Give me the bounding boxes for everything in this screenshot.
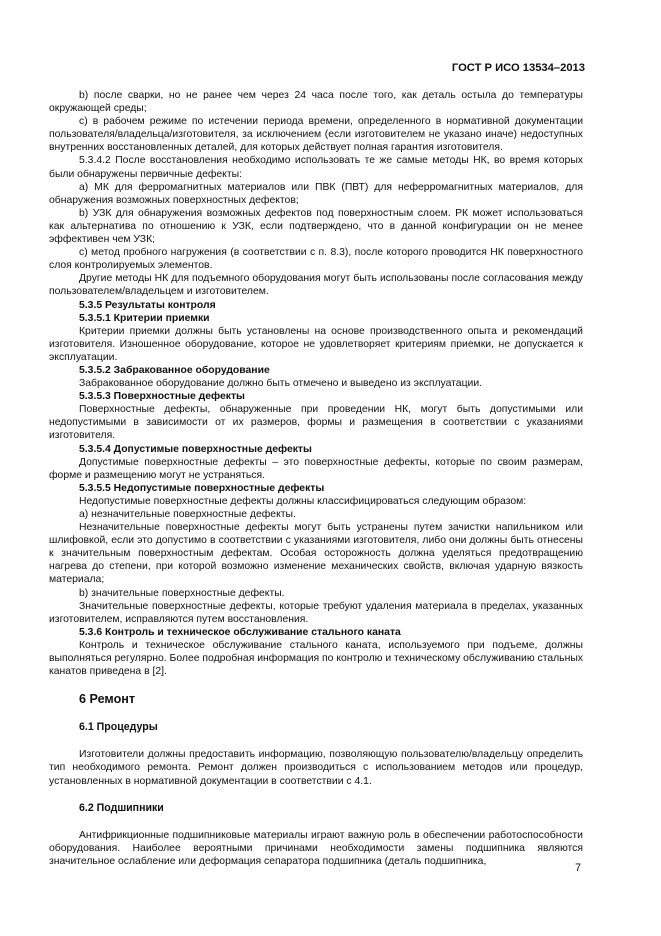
paragraph: Изготовители должны предоставить информацию, позволяющую пользователю/владельцу определить тип необходимого ремонта. Ремонт должен производиться с использованием методов или процедур, установленных в нормативной документации в соответствии с 4.1. bbox=[49, 749, 583, 787]
document-body bbox=[49, 89, 583, 868]
section-heading: 5.3.5.3 Поверхностные дефекты bbox=[79, 391, 245, 403]
paragraph: Антифрикционные подшипниковые материалы играют важную роль в обеспечении работоспособности оборудования. Наиболее вероятными причинами необходимости замены подшипника являются значительное ослабление или деформация сепаратора подшипника (деталь подшипника, bbox=[49, 829, 583, 867]
paragraph: Критерии приемки должны быть установлены на основе производственного опыта и рекомендаций изготовителя. Изношенное оборудование, которое не удовлетворяет критериям приемки, не допускается к эксплуатации. bbox=[49, 325, 583, 363]
section-heading: 5.3.5.2 Забракованное оборудование bbox=[79, 364, 270, 376]
section-heading: 6.2 Подшипники bbox=[79, 801, 164, 814]
page-number: 7 bbox=[575, 862, 581, 874]
paragraph: Допустимые поверхностные дефекты – это поверхностные дефекты, которые по своим размерам, форме и размещению могут не устраняться. bbox=[49, 456, 583, 481]
section-heading: 5.3.5.4 Допустимые поверхностные дефекты bbox=[79, 443, 312, 455]
paragraph: Значительные поверхностные дефекты, которые требуют удаления материала в пределах, указанных изготовителем, исправляются путем восстановления. bbox=[49, 600, 583, 625]
list-item: a) незначительные поверхностные дефекты. bbox=[79, 509, 296, 520]
paragraph: Контроль и техническое обслуживание стального каната, используемого при подъеме, должны выполняться регулярно. Более подробная информация по контролю и техническому обслуживанию стальных канатов приведена в [2]. bbox=[49, 639, 583, 678]
section-heading: 5.3.5.1 Критерии приемки bbox=[79, 312, 210, 324]
paragraph: Недопустимые поверхностные дефекты должны классифицироваться следующим образом: bbox=[79, 495, 527, 507]
section-heading: 5.3.5.5 Недопустимые поверхностные дефекты bbox=[79, 482, 325, 494]
paragraph: Забракованное оборудование должно быть отмечено и выведено из эксплуатации. bbox=[79, 378, 483, 390]
paragraph: b) УЗК для обнаружения возможных дефектов под поверхностным слоем. РК может использоваться как альтернатива по отношению к УЗК, если подтверждено, что в данной конфигурации он не менее эффективен чем УЗК; bbox=[49, 207, 583, 246]
paragraph: c) метод пробного нагружения (в соответствии с п. 8.3), после которого проводится НК поверхностного слоя контролируемых элементов. bbox=[49, 247, 583, 272]
paragraph: Поверхностные дефекты, обнаруженные при проведении НК, могут быть допустимыми или недопустимыми в зависимости от их размеров, формы и размещения в соответствии с указаниями изготовителя. bbox=[49, 404, 583, 442]
paragraph: b) после сварки, но не ранее чем через 24 часа после того, как деталь остыла до температуры окружающей среды; bbox=[49, 90, 583, 115]
section-heading: 5.3.6 Контроль и техническое обслуживание стального каната bbox=[79, 626, 401, 638]
paragraph: Другие методы НК для подъемного оборудования могут быть использованы после согласования между пользователем/владельцем и изготовителем. bbox=[49, 273, 583, 298]
section-heading: 6.1 Процедуры bbox=[79, 721, 158, 734]
paragraph: a) МК для ферромагнитных материалов или ПВК (ПВТ) для неферромагнитных материалов, для обнаружения возможных поверхностных дефектов; bbox=[49, 181, 583, 206]
paragraph: Незначительные поверхностные дефекты могут быть устранены путем зачистки напильником или шлифовкой, если это допустимо в соответствии с указаниями изготовителя, либо они должны быть отнесены к значительным поверхностным дефектам. Особая осторожность должна уделяться предотвращению нагрева до степени, при которой возможно изменение механических свойств, включая ударную вязкость материала; bbox=[49, 522, 583, 586]
list-item: b) значительные поверхностные дефекты. bbox=[79, 587, 285, 599]
paragraph: 5.3.4.2 После восстановления необходимо использовать те же самые методы НК, во время которых были обнаружены первичные дефекты: bbox=[49, 155, 583, 180]
doc-header: ГОСТ Р ИСО 13534–2013 bbox=[451, 62, 585, 74]
paragraph: c) в рабочем режиме по истечении периода времени, определенного в нормативной документации пользователя/владельца/изготовителя, за исключением (если изготовителем не указано иначе) недоступных внутренних восстановленных деталей, для которых действует полная гарантия изготовителя. bbox=[49, 116, 583, 154]
chapter-heading: 6 Ремонт bbox=[79, 692, 136, 707]
section-heading: 5.3.5 Результаты контроля bbox=[79, 299, 216, 311]
